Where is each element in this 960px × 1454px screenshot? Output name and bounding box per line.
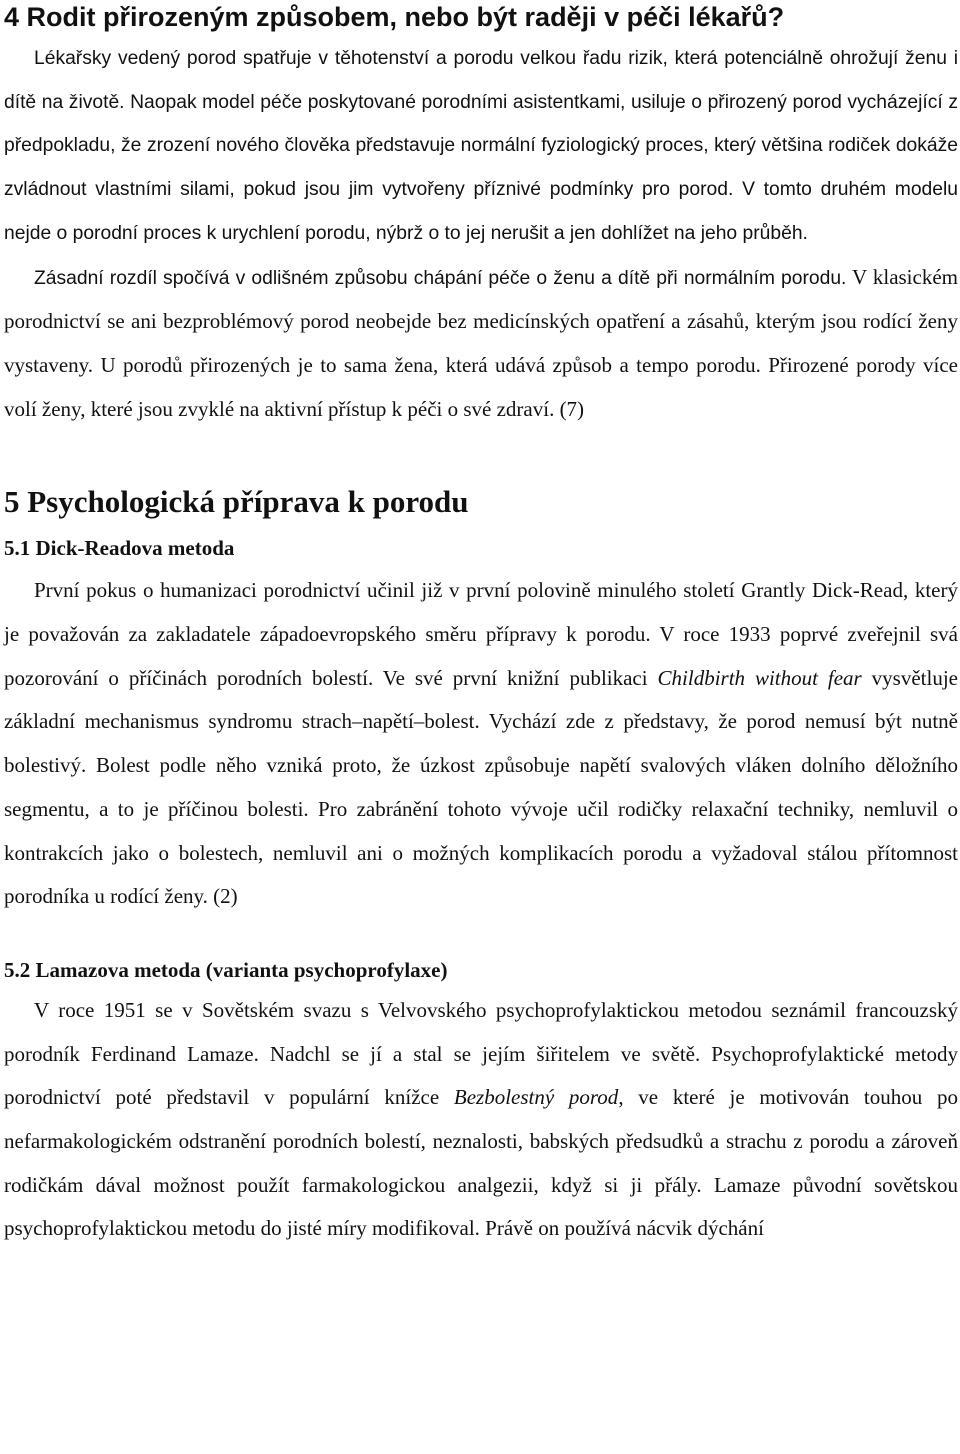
- section-5-1-paragraph: [4, 569, 958, 919]
- chapter-4-paragraph-1-serif: V tomto druhém modelu nejde o porodní proces k urychlení porodu, nýbrž o to jej nerušit a jen dohlížet na jeho průběh.: [4, 179, 959, 244]
- chapter-4-paragraph-1: [4, 37, 958, 256]
- chapter-4-heading: 4 Rodit přirozeným způsobem, nebo být raději v péči lékařů?: [4, 2, 785, 32]
- chapter-4-paragraph-2-serif: V klasickém porodnictví se ani bezproblémový porod neobejde bez medicínských opatření a zásahů, kterým jsou rodící ženy vystaveny. U porodů přirozených je to sama žena, která udává způsob a tempo porodu. Přirozené porody více volí ženy, které jsou zvyklé na aktivní přístup k péči o své zdraví. (7): [4, 264, 958, 421]
- section-5-1-heading: 5.1 Dick-Readova metoda: [4, 536, 235, 561]
- chapter-5-heading: 5 Psychologická příprava k porodu: [4, 484, 469, 520]
- section-5-1-text-1: První pokus o humanizaci porodnictví učinil již v první polovině minulého století Grantly Dick-Read, který je považován za zakladatele západoevropského směru přípravy k porodu. V roce 1933 poprvé zveřejnil svá pozorování o příčinách porodních bolestí. Ve své první knižní publikaci: [4, 578, 958, 690]
- section-5-1-book-title: Childbirth without fear: [657, 665, 862, 690]
- document-page: [4, 0, 958, 1251]
- section-5-2-paragraph: [4, 989, 958, 1251]
- section-5-1-text-2: vysvětluje základní mechanismus syndromu strach–napětí–bolest. Vychází zde z představy, že porod nemusí být nutně bolestivý. Bolest podle něho vzniká proto, že úzkost způsobuje napětí svalových vláken dolního děložního segmentu, a to je příčinou bolesti. Pro zabránění tohoto vývoje učil rodičky relaxační techniky, nemluvil o kontrakcích jako o bolestech, nemluvil ani o možných komplikacích porodu a vyžadoval stálou přítomnost porodníka u rodící ženy. (2): [4, 665, 958, 909]
- section-5-2-heading: 5.2 Lamazova metoda (varianta psychoprofylaxe): [4, 957, 448, 982]
- section-5-2-book-title: Bezbolestný porod: [453, 1085, 619, 1110]
- section-5-2-text-1: V roce 1951 se v Sovětském svazu s Velvovského psychoprofylaktickou metodou seznámil francouzský porodník Ferdinand Lamaze. Nadchl se jí a stal se jejím šiřitelem ve světě. Psychoprofylaktické metody porodnictví poté představil v populární knížce: [4, 997, 958, 1110]
- chapter-4-paragraph-2: [4, 256, 958, 432]
- chapter-4-paragraph-1-sans: Lékařsky vedený porod spatřuje v těhotenství a porodu velkou řadu rizik, která potenciálně ohrožují ženu i dítě na životě. Naopak model péče poskytované porodními asistentkami, usiluje o přirozený porod vycházející z předpokladu, že zrození nového člověka představuje normální fyziologický proces, který většina rodiček dokáže zvládnout vlastními silami, pokud jsou jim vytvořeny příznivé podmínky pro porod.: [4, 48, 958, 201]
- chapter-4-paragraph-2-sans: Zásadní rozdíl spočívá v odlišném způsobu chápání péče o ženu a dítě při normálním porodu.: [34, 267, 847, 289]
- section-5-2-text-2: , ve které je motivován touhou po nefarmakologickém odstranění porodních bolestí, neznalosti, babských předsudků a strachu z porodu a zároveň rodičkám dával možnost použít farmakologickou analgezii, když si ji přály. Lamaze původní sovětskou psychoprofylaktickou metodu do jisté míry modifikoval. Právě on používá nácvik dýchání: [4, 1085, 958, 1241]
